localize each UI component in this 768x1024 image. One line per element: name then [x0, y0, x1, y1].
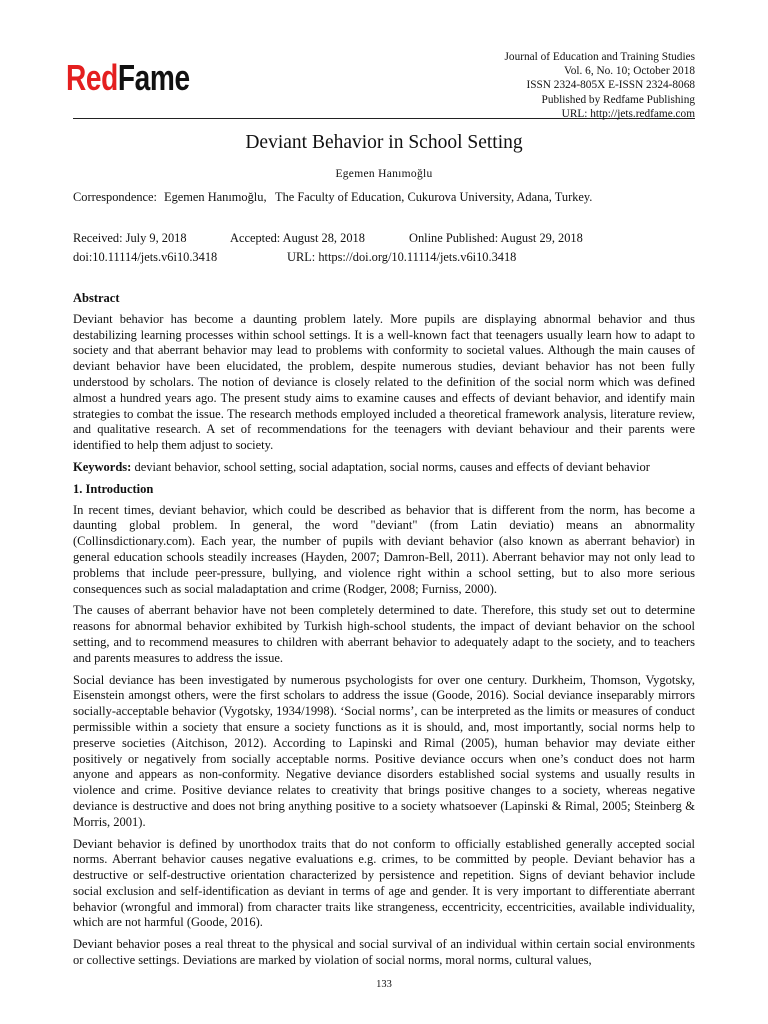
article-author: Egemen Hanımoğlu	[335, 168, 433, 180]
article-body	[73, 291, 695, 975]
intro-paragraph: The causes of aberrant behavior have not been completely determined to date. Therefore, this study set out to determine reasons for abnormal behavior exhibited by Turkish high-school students, the impact of deviant behavior on the school setting, and to recommend measures to children with aberrant behavior to adequately adapt to the society, and to teachers and parents measures to address the issue.	[73, 603, 695, 665]
abstract-heading: Abstract	[73, 291, 120, 305]
correspondence-affiliation: The Faculty of Education, Cukurova University, Adana, Turkey.	[275, 190, 593, 204]
intro-paragraph: Deviant behavior is defined by unorthodox traits that do not conform to officially established generally accepted social norms. Aberrant behavior causes negative evaluations e.g. crimes, to be committed by people. Deviant behavior has a destructive or self-destructive orientation characterized by persistence and repetition. Signs of deviant behavior include social exclusion and self-identification as deviant in terms of age and gender. It is very important to differentiate aberrant behavior (wrongful and immoral) from character traits like strangeness, eccentricity, eccentricities, available individuality, which are not harmful (Goode, 2016).	[73, 836, 695, 930]
doi[interactable]: doi:10.11114/jets.v6i10.3418	[73, 250, 218, 264]
journal-url[interactable]: URL: http://jets.redfame.com	[561, 107, 695, 120]
introduction-heading: 1. Introduction	[73, 481, 154, 496]
article-title: Deviant Behavior in School Setting	[245, 132, 523, 153]
journal-issn: ISSN 2324-805X E-ISSN 2324-8068	[526, 79, 695, 92]
journal-volume: Vol. 6, No. 10; October 2018	[564, 65, 695, 78]
intro-paragraph: Deviant behavior poses a real threat to the physical and social survival of an individual within certain social environments or collective settings. Deviations are marked by violation of social norms, moral norms, cultural values,	[73, 937, 695, 968]
intro-paragraph: Social deviance has been investigated by numerous psychologists for over one century. Durkheim, Thomson, Vygotsky, Eisenstein amongst others, were the first scholars to address the issue (Goode, 2016). Social deviance inseparably mirrors socially-acceptable behavior (Vygotsky, 1934/1998). ‘Social norms’, can be interpreted as the limits or measures of conduct permissible within a society that ensure a society functions as it is should, and, most importantly, social norms help to preserve societies (Aitchison, 2012). According to Lapinski and Rimal (2005), human behavior may deviate either positively or negatively from socially acceptable norms. Positive deviance occurs when one’s conduct does not harm anyone and appears as non-conformity. Negative deviance disorders established social systems and usually results in violence and crime. Positive deviance relates to creativity that brings positive changes to a society, whereas negative deviance is destructive and does not bring anything positive to a society whatsoever (Lapinski & Rimal, 2005; Steinberg & Morris, 2001).	[73, 672, 695, 829]
published-date: Online Published: August 29, 2018	[409, 231, 583, 245]
journal-publisher: Published by Redfame Publishing	[541, 93, 695, 106]
keywords-text: deviant behavior, school setting, social adaptation, social norms, causes and effects of deviant behavior	[134, 459, 650, 474]
intro-paragraph: In recent times, deviant behavior, which could be described as behavior that is different from the norm, has become a daunting global problem. In general, the word "deviant" (from Latin deviatio) means an abnormality (Collinsdictionary.com). Each year, the number of pupils with deviant behavior (also known as aberrant behavior) in general education schools steadily increases (Hayden, 2007; Damron-Bell, 2011). Aberrant behavior may not only lead to problems that include peer-pressure, bullying, and violence right within a school setting, but to also more serious consequences such as social maladaptation and crime (Rodger, 2008; Furniss, 2000).	[73, 502, 695, 596]
keywords-label: Keywords:	[73, 459, 132, 474]
logo-red-text: Red	[66, 57, 118, 98]
received-date: Received: July 9, 2018	[73, 231, 187, 245]
accepted-date: Accepted: August 28, 2018	[230, 231, 365, 245]
doi-url[interactable]: URL: https://doi.org/10.11114/jets.v6i10.3418	[287, 250, 517, 264]
header-divider	[73, 118, 695, 119]
journal-name: Journal of Education and Training Studies	[504, 51, 695, 63]
page-number: 133	[376, 979, 392, 990]
logo-black-text: Fame	[117, 57, 190, 98]
correspondence-label: Correspondence:	[73, 190, 157, 204]
journal-info	[505, 50, 695, 121]
keywords	[73, 460, 695, 476]
correspondence-name: Egemen Hanımoğlu,	[164, 190, 267, 204]
redfame-logo	[66, 56, 190, 100]
abstract-text: Deviant behavior has become a daunting problem lately. More pupils are displaying abnormal behavior and thus destabilizing learning processes within school settings. It is a well-known fact that teenagers usually learn how to adapt to society and that aberrant behavior may lead to problems with conformity to societal values. Although the main causes of deviant behavior have been elucidated, the problem, despite numerous studies, deviant behavior has not been fully understood by scholars. The notion of deviance is closely related to the definition of the social norm which was defined almost a hundred years ago. The present study aims to examine causes and effects of deviant behavior, and identify main strategies to combat the issue. The research methods employed included a theoretical framework analysis, literature review, and qualitative research. A set of recommendations for the teenagers with deviant behaviour and their parents were identified to help them adjust to society.	[73, 311, 695, 453]
